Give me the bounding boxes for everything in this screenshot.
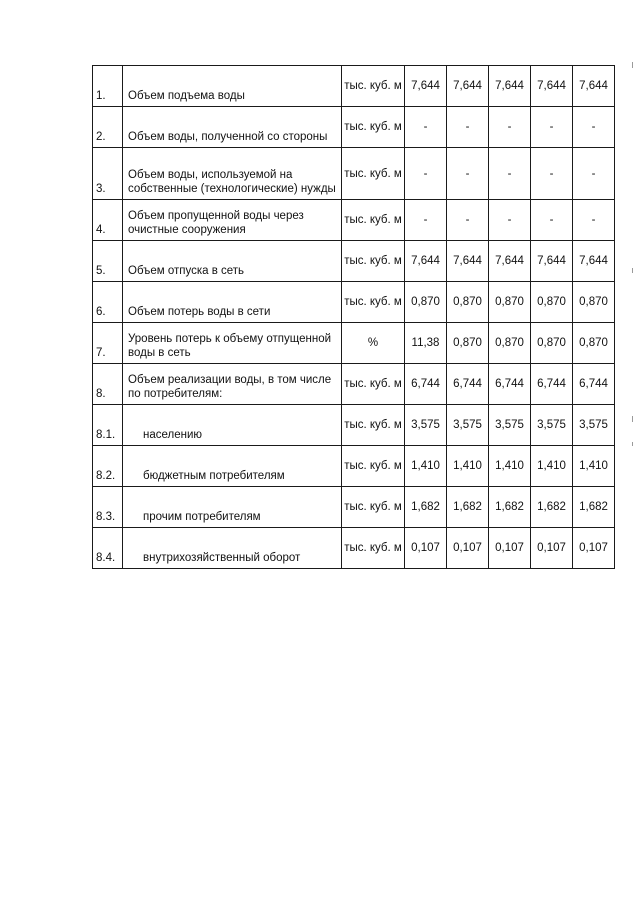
row-value: 6,744 <box>489 364 531 405</box>
row-value: 6,744 <box>531 364 573 405</box>
row-value: 7,644 <box>447 66 489 107</box>
row-value: 0,870 <box>405 282 447 323</box>
row-value: 7,644 <box>489 66 531 107</box>
row-value: - <box>531 148 573 200</box>
row-value: 7,644 <box>531 66 573 107</box>
row-number: 1. <box>93 66 123 107</box>
row-indicator: бюджетным потребителям <box>123 446 342 487</box>
water-balance-table <box>92 65 615 569</box>
row-indicator: Уровень потерь к объему отпущенной воды в сеть <box>123 323 342 364</box>
row-value: 7,644 <box>405 66 447 107</box>
row-unit: тыс. куб. м <box>342 148 405 200</box>
row-value: - <box>531 200 573 241</box>
table-row <box>93 148 615 200</box>
row-value: 0,870 <box>573 323 615 364</box>
row-unit: тыс. куб. м <box>342 200 405 241</box>
row-value: 1,682 <box>531 487 573 528</box>
row-value: - <box>573 107 615 148</box>
row-value: 6,744 <box>447 364 489 405</box>
row-number: 6. <box>93 282 123 323</box>
row-unit: тыс. куб. м <box>342 282 405 323</box>
row-value: 0,107 <box>405 528 447 569</box>
row-value: - <box>405 107 447 148</box>
row-value: 3,575 <box>447 405 489 446</box>
row-value: 0,870 <box>573 282 615 323</box>
row-number: 3. <box>93 148 123 200</box>
row-indicator: Объем воды, используемой на собственные (технологические) нужды <box>123 148 342 200</box>
row-value: 0,107 <box>489 528 531 569</box>
row-value: - <box>573 200 615 241</box>
row-number: 8.2. <box>93 446 123 487</box>
row-indicator: Объем подъема воды <box>123 66 342 107</box>
row-value: 3,575 <box>405 405 447 446</box>
row-unit: тыс. куб. м <box>342 364 405 405</box>
row-indicator: прочим потребителям <box>123 487 342 528</box>
row-value: 1,410 <box>573 446 615 487</box>
row-value: 7,644 <box>489 241 531 282</box>
row-value: 7,644 <box>531 241 573 282</box>
table-row <box>93 446 615 487</box>
row-number: 8.3. <box>93 487 123 528</box>
row-value: 1,410 <box>447 446 489 487</box>
row-number: 5. <box>93 241 123 282</box>
row-number: 7. <box>93 323 123 364</box>
row-value: 0,870 <box>531 282 573 323</box>
table-row <box>93 528 615 569</box>
row-value: - <box>447 107 489 148</box>
row-value: 0,107 <box>573 528 615 569</box>
row-value: 11,38 <box>405 323 447 364</box>
table-row <box>93 405 615 446</box>
row-unit: тыс. куб. м <box>342 405 405 446</box>
table-row <box>93 66 615 107</box>
row-unit: тыс. куб. м <box>342 487 405 528</box>
row-value: 0,870 <box>447 323 489 364</box>
row-number: 4. <box>93 200 123 241</box>
row-number: 8.1. <box>93 405 123 446</box>
row-unit: тыс. куб. м <box>342 107 405 148</box>
row-value: 7,644 <box>573 66 615 107</box>
table-row <box>93 107 615 148</box>
row-indicator: Объем отпуска в сеть <box>123 241 342 282</box>
row-indicator: внутрихозяйственный оборот <box>123 528 342 569</box>
row-value: 0,107 <box>531 528 573 569</box>
row-unit: % <box>342 323 405 364</box>
row-value: 1,682 <box>447 487 489 528</box>
row-value: - <box>447 148 489 200</box>
row-value: - <box>405 200 447 241</box>
row-unit: тыс. куб. м <box>342 528 405 569</box>
row-value: - <box>531 107 573 148</box>
row-value: - <box>447 200 489 241</box>
row-value: 7,644 <box>573 241 615 282</box>
scan-mark <box>632 416 633 422</box>
row-unit: тыс. куб. м <box>342 66 405 107</box>
row-value: 3,575 <box>489 405 531 446</box>
row-number: 8.4. <box>93 528 123 569</box>
table-row <box>93 282 615 323</box>
row-value: 3,575 <box>531 405 573 446</box>
row-value: 0,107 <box>447 528 489 569</box>
row-unit: тыс. куб. м <box>342 446 405 487</box>
row-value: 1,410 <box>531 446 573 487</box>
row-value: - <box>489 148 531 200</box>
table-row <box>93 241 615 282</box>
row-indicator: населению <box>123 405 342 446</box>
row-number: 8. <box>93 364 123 405</box>
row-value: 6,744 <box>405 364 447 405</box>
table-row <box>93 323 615 364</box>
row-indicator: Объем реализации воды, в том числе по потребителям: <box>123 364 342 405</box>
row-value: 7,644 <box>447 241 489 282</box>
row-value: - <box>489 107 531 148</box>
scan-mark <box>632 268 633 273</box>
table-row <box>93 200 615 241</box>
row-value: 1,682 <box>573 487 615 528</box>
row-value: - <box>405 148 447 200</box>
row-value: - <box>573 148 615 200</box>
row-number: 2. <box>93 107 123 148</box>
row-unit: тыс. куб. м <box>342 241 405 282</box>
row-value: 1,682 <box>405 487 447 528</box>
scan-mark <box>632 62 633 68</box>
row-value: 0,870 <box>489 282 531 323</box>
row-value: 3,575 <box>573 405 615 446</box>
row-indicator: Объем потерь воды в сети <box>123 282 342 323</box>
row-value: - <box>489 200 531 241</box>
row-value: 0,870 <box>447 282 489 323</box>
row-indicator: Объем пропущенной воды через очистные сооружения <box>123 200 342 241</box>
row-value: 0,870 <box>531 323 573 364</box>
row-value: 0,870 <box>489 323 531 364</box>
scan-mark <box>632 442 633 446</box>
row-value: 1,410 <box>405 446 447 487</box>
table-row <box>93 364 615 405</box>
row-value: 6,744 <box>573 364 615 405</box>
row-value: 1,682 <box>489 487 531 528</box>
row-value: 7,644 <box>405 241 447 282</box>
row-value: 1,410 <box>489 446 531 487</box>
row-indicator: Объем воды, полученной со стороны <box>123 107 342 148</box>
table-row <box>93 487 615 528</box>
